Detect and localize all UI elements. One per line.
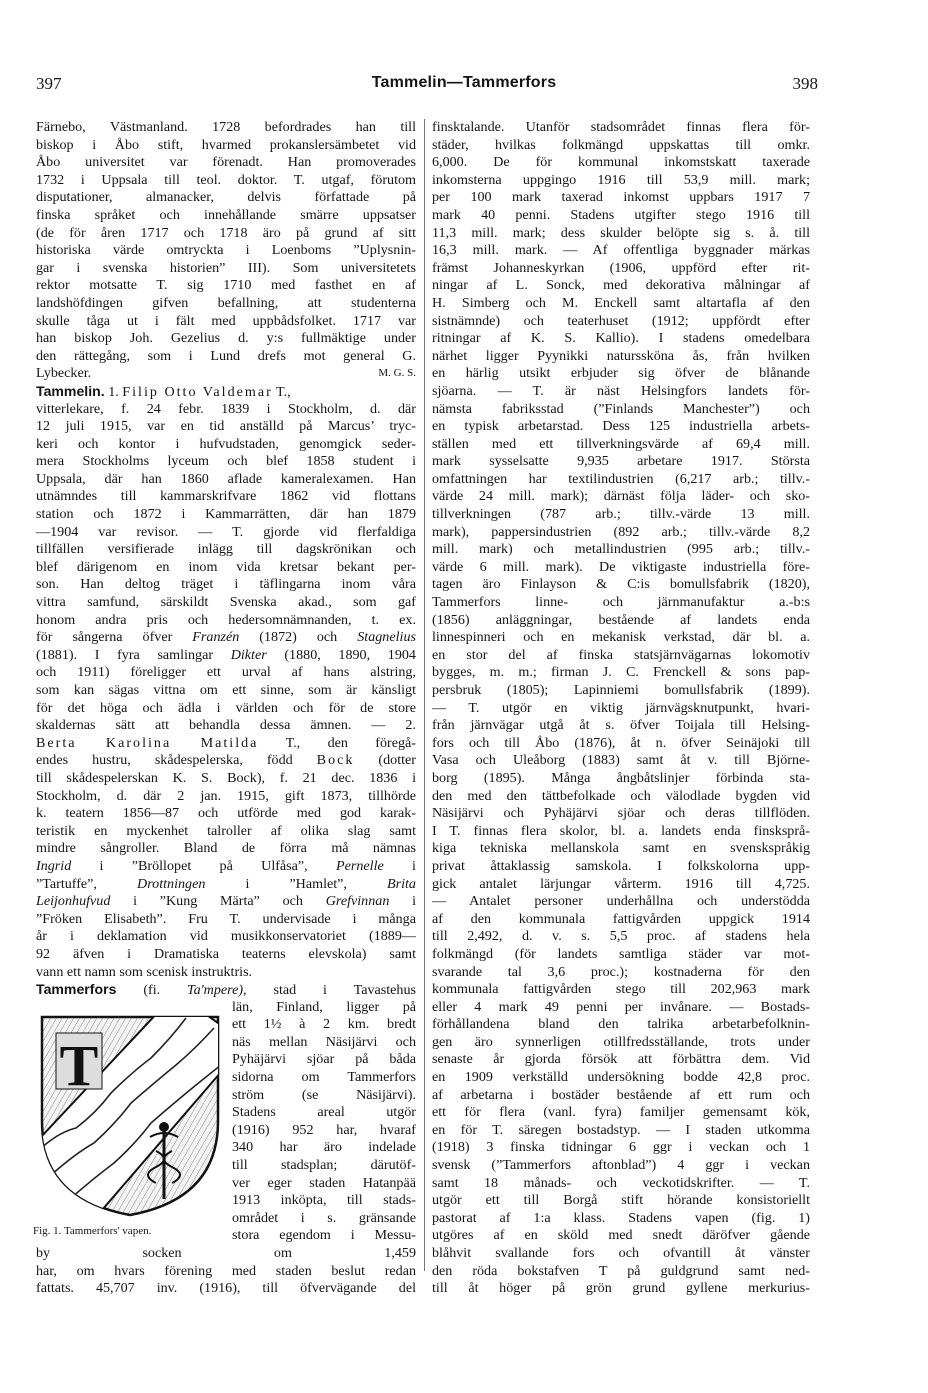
- text-line: vann ett namn som scenisk instruktris.: [36, 963, 253, 980]
- text-line: ningar af L. Sonck, med dekorativa målningar af: [432, 277, 810, 294]
- text-line: mark sysselsatte 9,935 arbetare 1917. Största: [432, 453, 810, 470]
- text-line: ett 1½ à 2 km. bredt: [232, 1016, 416, 1033]
- text-line: värde 24 mill. mark); därnäst följa läder- och sko-: [432, 488, 810, 505]
- running-title: Tammelin—Tammerfors: [371, 74, 557, 91]
- work-title: Stagnelius: [357, 629, 416, 646]
- text-fragment: (1872) och: [259, 629, 338, 646]
- text-line: svarande tal 3,6 proc.); kostnaderna för den: [432, 963, 810, 980]
- text-fragment: Lybecker.: [36, 365, 92, 382]
- role-name: Grefvinnan: [325, 893, 390, 910]
- text-line: vittra samfund, särskildt Svenska akad., som gaf: [36, 594, 416, 611]
- text-line: från järnvägar utgå åt s. öfver Toijala till Helsing-: [432, 717, 810, 734]
- text-fragment: 1.: [104, 383, 123, 400]
- text-line: biskop i Åbo stift, hvarmed prokanslersämbetet vid: [36, 136, 416, 153]
- text-fragment: ”Bröllopet på Ulfåsa”,: [131, 857, 308, 874]
- text-line: skulle tåga ut i fält med uppbådsfolket. 1717 var: [36, 312, 416, 329]
- text-line: en härlig utsikt erbjuder sig öfver de blånande: [432, 365, 810, 382]
- text-line: städer, hvilkas folkmängd uppskattas till omkr.: [432, 136, 810, 153]
- text-line: området i s. gränsande: [232, 1209, 416, 1226]
- person-name: Bock: [316, 752, 355, 769]
- text-line: [36, 876, 416, 894]
- text-fragment: stad i Tavastehus: [273, 982, 416, 999]
- text-fragment: för sångerna öfver: [36, 629, 173, 646]
- entry-tammerfors: [33, 981, 416, 1298]
- text-line: den röda bokstafven T på guldgrund samt ned-: [432, 1262, 810, 1279]
- role-name: Leijonhufvud: [36, 893, 111, 910]
- text-line: disputationer, almanacker, delvis författade på: [36, 189, 416, 206]
- text-line: till 2,492, d. v. s. 5,5 proc. af stadens hela: [432, 928, 810, 945]
- text-line: mark 40 penni. Stadens utgifter stego 1916 till: [432, 206, 810, 223]
- text-line: sistnämnde) och teaterhuset (1912; uppfördt efter: [432, 312, 810, 329]
- text-fragment: T., den föregå-: [285, 734, 416, 751]
- text-line: år i deklamation vid musikkonservatoriet (1889—: [36, 928, 416, 945]
- text-line: mark), pappersindustrien (892 arb.; tillv.-värde 8,2: [432, 523, 810, 540]
- text-line: näs mellan Näsijärvi och: [232, 1033, 416, 1050]
- page-number-left: 397: [36, 74, 62, 93]
- headword: Tammelin.: [36, 382, 105, 399]
- text-line: Uppsala, där han 1860 aflade kameralexamen. Han: [36, 470, 416, 487]
- text-line: per 100 mark taxerad inkomst uppbars 1917 7: [432, 189, 810, 206]
- text-line: Tammerfors linne- och järnmanufaktur a.-b:s: [432, 594, 810, 611]
- text-line: H. Simberg och M. Enckell samt altartafla af den: [432, 294, 810, 311]
- text-line: eller 4 mark 49 penni per invånare. — Bostads-: [432, 998, 810, 1015]
- text-line: inkomsterna uppgingo 1916 till 53,9 mill. mark;: [432, 171, 810, 188]
- text-line: Stockholm, d. där 2 jan. 1915, gift 1873, tillhörde: [36, 787, 416, 804]
- text-fragment: (1880, 1890, 1904: [284, 646, 416, 663]
- text-line: I T. finnas flera skolor, bl. a. landets enda finsksprå-: [432, 822, 810, 839]
- figure-caption: Fig. 1. Tammerfors' vapen.: [33, 1224, 152, 1237]
- text-line: landshöfdingen gifven befallning, att studenterna: [36, 294, 416, 311]
- entry-tammelin: [36, 383, 416, 981]
- text-line: närhet ligger Pyynikki naturssköna ås, från hvilken: [432, 347, 810, 364]
- text-line: pastorat af 1:a klass. Stadens vapen (fig. 1): [432, 1209, 810, 1226]
- text-line: nämsta fabriksstad (”Finlands Manchester”) och: [432, 400, 810, 417]
- paragraph-tammelin-bishop: [36, 119, 416, 383]
- text-line: folkmängd (för landets samtliga städer var mot-: [432, 945, 810, 962]
- text-fragment: (fi.: [143, 982, 161, 999]
- work-title: Franzén: [192, 629, 240, 646]
- text-line: den rättegång, som i Lund drefs mot general G.: [36, 347, 416, 364]
- text-line: [36, 752, 416, 770]
- text-line: Åbo universitet var förenadt. Han promoverades: [36, 154, 416, 171]
- text-fragment: Ta'mpere),: [187, 982, 247, 999]
- headword: Tammerfors: [36, 981, 117, 998]
- text-line: 12 juli 1915, var en tid anställd på Marcus’ tryc-: [36, 418, 416, 435]
- text-line: blef därigenom en inom vida kretsar bekant per-: [36, 558, 416, 575]
- text-line: by socken om 1,459: [36, 1245, 416, 1261]
- text-line: [36, 858, 416, 876]
- text-line: k. teatern 1856—87 och utförde med god karak-: [36, 805, 416, 822]
- text-line: till åt höger på grön grund gyllene merkurius-: [432, 1280, 810, 1297]
- text-line: son. Han deltog träget i täflingarna inom våra: [36, 576, 416, 593]
- role-name: Ingrid: [36, 857, 72, 874]
- text-line: honom andra pris och hedersomnämnanden, t. ex.: [36, 611, 416, 628]
- coat-of-arms-figure: [33, 999, 228, 1244]
- role-name: Drottningen: [137, 875, 206, 892]
- entry-heading-line: [36, 383, 416, 401]
- right-column: [432, 119, 810, 1298]
- text-line: 1913 inköpta, till stads-: [232, 1192, 416, 1209]
- text-line: station och 1872 i Kammarrätten, där han 1879: [36, 506, 416, 523]
- text-line: — Antalet personer underhållna och understödda: [432, 893, 810, 910]
- column-divider: [424, 119, 425, 1271]
- text-line: tillfällen versifierade inlägg till dagskrönikan och: [36, 541, 416, 558]
- text-line: 340 har äro indelade: [232, 1139, 416, 1156]
- text-line: en för T. säregen bostadstyp. — I staden utkomma: [432, 1121, 810, 1138]
- text-line: tillverkningen (787 arb.; tillv.-värde 13 mill.: [432, 506, 810, 523]
- text-line: sjöarna. — T. är näst Helsingfors landets för-: [432, 382, 810, 399]
- text-line: fors och till Åbo (1876), åt n. öfver Seinäjoki till: [432, 734, 810, 751]
- text-fragment: i: [412, 857, 416, 874]
- text-line: ver eger staden Hatanpää: [232, 1174, 416, 1191]
- text-line: mera Stockholms lyceum och blef 1858 student i: [36, 453, 416, 470]
- text-line: finska språket och innehållande smärre uppsatser: [36, 206, 416, 223]
- text-line: Stadens areal utgör: [232, 1104, 416, 1121]
- text-fragment: endes hustru, skådespelerska, född: [36, 752, 293, 769]
- text-line: af den kommunala fattigvården uppgick 1914: [432, 910, 810, 927]
- text-line: blåhvit svallande fors och ofvantill åt vänster: [432, 1245, 810, 1261]
- text-line: rektor motsatte T. sig 1710 med fasthet en af: [36, 277, 416, 294]
- text-fragment: (1881). I fyra samlingar: [36, 646, 214, 663]
- entry-heading-line: [36, 981, 416, 999]
- text-line: 92 äfven i Dramatiska teaterns elevskola) samt: [36, 945, 416, 962]
- text-line: 11,3 mill. mark; dess skulder belöpte sig s. å. till: [432, 224, 810, 241]
- text-line: linnespinneri och en mekanisk verkstad, där bl. a.: [432, 629, 810, 646]
- text-line: tagen äro Finlayson & C:is bomullsfabrik (1820),: [432, 576, 810, 593]
- text-fragment: i: [412, 893, 416, 910]
- text-fragment: i ”Kung Märta” och: [133, 893, 303, 910]
- text-line: för det höga och ädla i världen och för de store: [36, 699, 416, 716]
- text-line: 6,000. De för kommunal inkomstskatt taxerade: [432, 154, 810, 171]
- text-line: (de för åren 1717 och 1718 äro på grund af sitt: [36, 224, 416, 241]
- text-line: senaste år gjorda försök att förbättra dem. Vid: [432, 1051, 810, 1068]
- text-line: svensk (”Tammerfors aftonblad”) 4 ggr i veckan: [432, 1157, 810, 1174]
- text-fragment: ”Tartuffe”,: [36, 875, 97, 892]
- tammerfors-coat-of-arms: [36, 1003, 224, 1217]
- text-line: [36, 629, 416, 647]
- text-line: 16,3 mill. mark. — Af offentliga byggnader märkas: [432, 242, 810, 259]
- text-fragment: T.,: [272, 383, 291, 400]
- text-fragment: i: [99, 857, 104, 874]
- text-line: en typisk arbetarstad. Dess 125 industriella arbets-: [432, 418, 810, 435]
- text-line: af arbetarna i bostäder bestående af ett rum och: [432, 1086, 810, 1103]
- text-line: värde 6 mill. mark). De viktigaste industriella före-: [432, 558, 810, 575]
- text-fragment: (dotter: [378, 752, 416, 769]
- text-line: Vasa och Uleåborg (1883) samt åt v. till Björne-: [432, 752, 810, 769]
- text-line: samt 18 månads- och veckotidskrifter. — T.: [432, 1174, 810, 1191]
- text-line: [36, 893, 416, 911]
- text-line: kiga tekniska mellanskola samt en svenskspråkig: [432, 840, 810, 857]
- role-name: Pernelle: [336, 857, 384, 874]
- text-line: den med den tättbefolkade och välodlade bygden vid: [432, 787, 810, 804]
- text-line: har, om hvars förening med staden beslut redan: [36, 1262, 416, 1279]
- left-column: [33, 119, 416, 1298]
- text-line: — T. utgör en viktig järnvägsknutpunkt, hvari-: [432, 699, 810, 716]
- text-line: utgör ett till Borgå stift hörande konsistoriellt: [432, 1192, 810, 1209]
- text-line: (1856) anläggningar, bestående af landets enda: [432, 611, 810, 628]
- text-line: ett för flera (vanl. fyra) familjer gemensamt kök,: [432, 1104, 810, 1121]
- text-line: Näsijärvi och Pyhäjärvi sjöar och deras tillflöden.: [432, 805, 810, 822]
- text-line: förhållandena bland den talrika arbetarbefolknin-: [432, 1016, 810, 1033]
- text-line: som kan sägas vittna om ett sinne, som är känsligt: [36, 682, 416, 698]
- text-line: och 1911) föreligger ett urval af hans alstring,: [36, 664, 416, 681]
- text-line: 1732 i Uppsala till teol. doktor. T. utgaf, förutom: [36, 171, 416, 188]
- text-line: [36, 647, 416, 665]
- shield-letter-t: T: [59, 1032, 99, 1098]
- author-signature: M. G. S.: [378, 367, 416, 380]
- text-line: mill. mark) och metallindustrien (995 arb.; tillv.-: [432, 541, 810, 558]
- text-line: teristik en myckenhet talroller af olika slag samt: [36, 822, 416, 839]
- text-line: gen äro synnerligen otillfredsställande, trots under: [432, 1033, 810, 1050]
- page-number-right: 398: [792, 74, 818, 93]
- text-line: en stor del af finska statsjärnvägarnas lokomotiv: [432, 646, 810, 663]
- text-line: till stadsplan; därutöf-: [232, 1157, 416, 1174]
- text-line: stora egendom i Messu-: [232, 1227, 416, 1244]
- text-line: ställen med ett tillverkningsvärde af 69,4 mill.: [432, 435, 810, 452]
- text-line: omfattningen har textilindustrien (6,217 arb.; tillv.-: [432, 470, 810, 487]
- text-line: kommunala fattigvården stego till 202,963 mark: [432, 981, 810, 998]
- text-line: utnämndes till kammarskrifvare 1862 vid flottans: [36, 488, 416, 505]
- text-line: mindre sångroller. Bland de förra må nämnas: [36, 840, 416, 857]
- text-fragment: i: [245, 875, 250, 892]
- role-name: Brita: [387, 875, 416, 892]
- text-line: (1916) 952 har, hvaraf: [232, 1121, 416, 1138]
- text-line: gar i svenska historien” III). Som universitetets: [36, 259, 416, 276]
- text-fragment: ”Hamlet”,: [289, 875, 347, 892]
- text-line: gick antalet lärjungar vårterm. 1916 till 4,725.: [432, 875, 810, 892]
- work-title: Dikter: [230, 646, 267, 663]
- text-line: [36, 735, 416, 753]
- text-line: keri och kontor i hufvudstaden, genomgick seder-: [36, 435, 416, 452]
- text-line: Färnebo, Västmanland. 1728 befordrades han till: [36, 119, 416, 135]
- text-line: [36, 365, 416, 383]
- text-line: ”Fröken Elisabeth”. Fru T. undervisade i många: [36, 910, 416, 927]
- text-line: skaldernas sätt att behandla dessa ämnen. — 2.: [36, 717, 416, 734]
- text-line: han biskop Joh. Gezelius d. y:s fullmäktige under: [36, 330, 416, 347]
- text-line: vitterlekare, f. 24 febr. 1839 i Stockholm, d. där: [36, 400, 416, 417]
- person-name: Filip Otto Valdemar: [122, 383, 273, 400]
- text-line: främst Johanneskyrkan (1906, uppförd efter rit-: [432, 259, 810, 276]
- text-line: län, Finland, ligger på: [232, 998, 416, 1015]
- text-line: en 1909 verkställd undersökning bodde 42,8 proc.: [432, 1069, 810, 1086]
- text-line: bygges, m. m.; firman J. C. Frenckell & sons pap-: [432, 664, 810, 681]
- text-line: sidorna om Tammerfors: [232, 1069, 416, 1086]
- text-line: utgöres af en sköld med snedt däröfver gående: [432, 1227, 810, 1244]
- text-line: Pyhäjärvi sjöar på båda: [232, 1051, 416, 1068]
- text-line: ritningar af K. S. Kallio). I stadens omedelbara: [432, 330, 810, 347]
- text-line: ström (se Näsijärvi).: [232, 1086, 416, 1103]
- text-line: persbruk (1805); Lapinniemi bomullsfabrik (1899).: [432, 682, 810, 698]
- text-line: fattats. 45,707 inv. (1916), till öfvervägande del: [36, 1280, 416, 1297]
- person-name: Berta Karolina Matilda: [36, 734, 259, 751]
- text-line: privat åttaklassig samskola. I folkskolorna upp-: [432, 857, 810, 874]
- text-line: —1904 var revisor. — T. gjorde vid flerfaldiga: [36, 523, 416, 540]
- text-line: historiska värde omtryckta i Loenboms ”Uplysnin-: [36, 242, 416, 259]
- text-line: borg (1895). Många ångbåtslinjer förbinda sta-: [432, 769, 810, 786]
- text-line: (1918) 3 finska tidningar 6 ggr i veckan och 1: [432, 1139, 810, 1156]
- text-line: finsktalande. Utanför stadsområdet finnas flera för-: [432, 119, 810, 135]
- text-line: till skådespelerskan K. S. Bock), f. 21 dec. 1836 i: [36, 769, 416, 786]
